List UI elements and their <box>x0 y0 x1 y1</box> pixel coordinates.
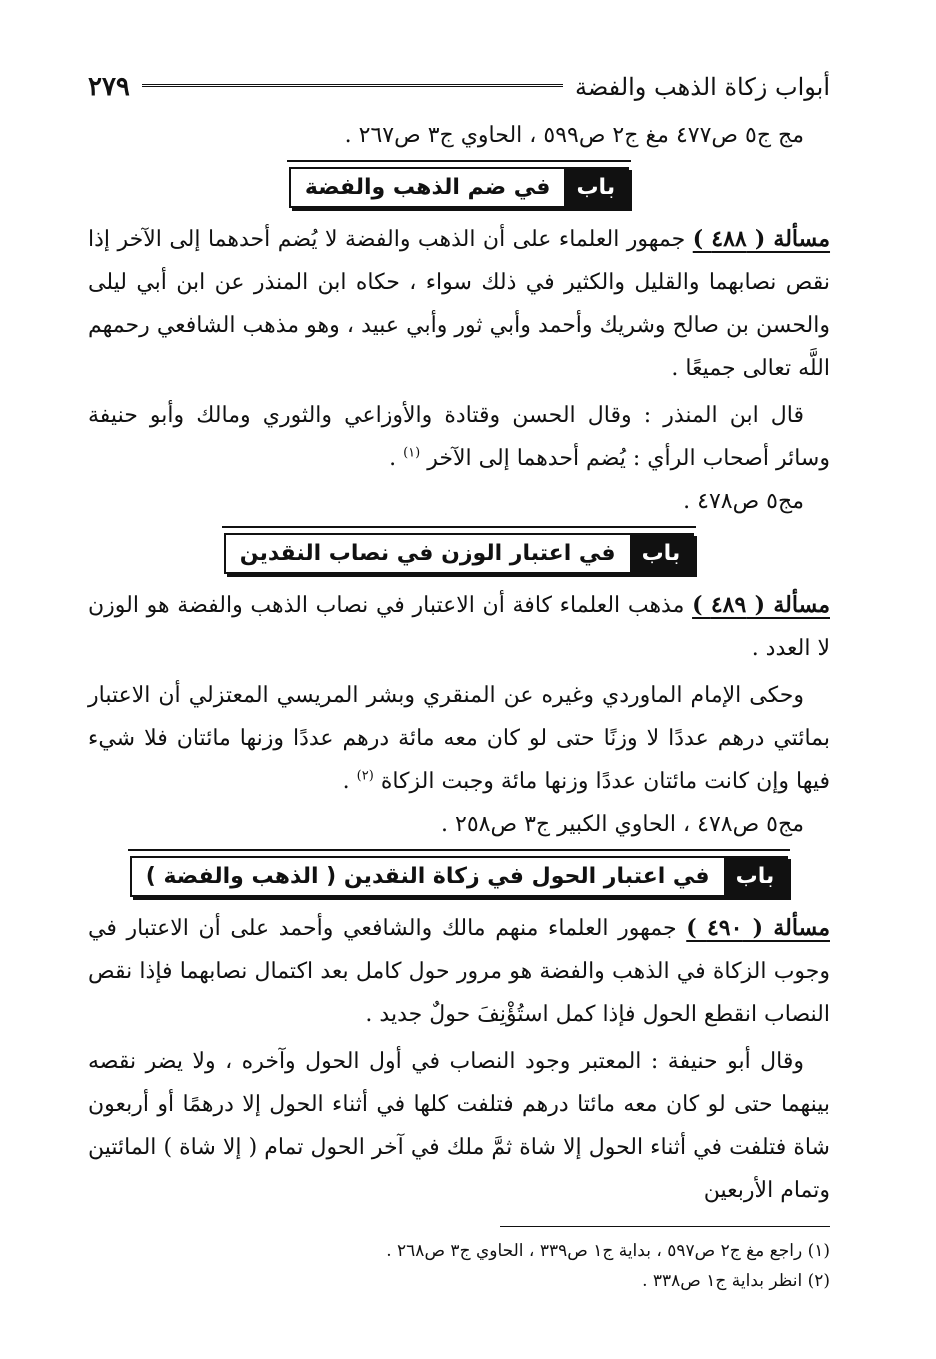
masala-number: مسألة ( ٤٩٠ ) <box>686 915 830 941</box>
paragraph-end: . <box>389 446 404 471</box>
footnote-marker: (١) <box>403 445 421 461</box>
heading-title: في اعتبار الوزن في نصاب النقدين <box>239 541 616 566</box>
page-body <box>88 114 830 1212</box>
section-heading <box>88 856 830 897</box>
bab-label: باب <box>630 535 693 572</box>
masala-paragraph <box>88 218 830 390</box>
masala-number: مسألة ( ٤٨٩ ) <box>692 592 830 618</box>
bab-label: باب <box>724 858 787 895</box>
body-paragraph <box>88 674 830 803</box>
heading-title: في اعتبار الحول في زكاة النقدين ( الذهب والفضة ) <box>145 864 710 889</box>
heading-box <box>130 856 788 897</box>
masala-paragraph <box>88 907 830 1036</box>
reference-line: مج٥ ص٤٧٨ . <box>683 489 804 514</box>
heading-box <box>289 167 629 208</box>
body-paragraph <box>88 394 830 480</box>
masala-text: جمهور العلماء منهم مالك والشافعي وأحمد على أن الاعتبار في وجوب الزكاة في الذهب والفضة هو مرور حول كامل بعد اكتمال نصابهما فإذا نقص النصاب انقطع الحول فإذا كمل استُؤْنِفَ حولٌ جديد . <box>88 916 830 1027</box>
footnote-1: (١) راجع مغ ج٢ ص٥٩٧ ، بداية ج١ ص٣٣٩ ، الحاوي ج٣ ص٢٦٨ . <box>386 1241 830 1261</box>
reference-line: مج٥ ص٤٧٨ ، الحاوي الكبير ج٣ ص٢٥٨ . <box>441 812 804 837</box>
masala-text: مذهب العلماء كافة أن الاعتبار في نصاب الذهب والفضة هو الوزن لا العدد . <box>88 593 830 661</box>
body-paragraph <box>88 1040 830 1212</box>
section-heading <box>88 533 830 574</box>
footnote-marker: (٢) <box>356 768 374 784</box>
reference-line: مج ج٥ ص٤٧٧ مغ ج٢ ص٥٩٩ ، الحاوي ج٣ ص٢٦٧ . <box>344 123 804 148</box>
heading-title: في ضم الذهب والفضة <box>304 175 551 200</box>
running-header-title: أبواب زكاة الذهب والفضة <box>575 73 830 101</box>
footnotes <box>88 1236 830 1296</box>
masala-number: مسألة ( ٤٨٨ ) <box>692 226 831 252</box>
running-header <box>88 70 830 104</box>
heading-box <box>224 533 694 574</box>
bab-label: باب <box>564 169 627 206</box>
header-double-rule <box>142 84 563 91</box>
masala-paragraph <box>88 584 830 670</box>
page-number: ٢٧٩ <box>88 72 130 102</box>
paragraph-text: قال ابن المنذر : وقال الحسن وقتادة والأوزاعي والثوري ومالك وأبو حنيفة وسائر أصحاب الرأي : يُضم أحدهما إلى الآخر <box>88 403 830 471</box>
footnote-2: (٢) انظر بداية ج١ ص٣٣٨ . <box>642 1271 830 1291</box>
paragraph-end: . <box>342 769 357 794</box>
section-heading <box>88 167 830 208</box>
paragraph-text: وحكى الإمام الماوردي وغيره عن المنقري وبشر المريسي المعتزلي أن الاعتبار بمائتي درهم عددًا لا وزنًا حتى لو كان معه مائة درهم عددًا وزنها مائتان فلا شيء فيها وإن كانت مائتان عددًا وزنها مائة وجبت الزكاة <box>88 683 830 794</box>
footnote-separator <box>500 1226 830 1227</box>
masala-text: جمهور العلماء على أن الذهب والفضة لا يُضم أحدهما إلى الآخر إذا نقص نصابهما والقليل والكثير في ذلك سواء ، حكاه ابن المنذر عن ابن أبي ليلى والحسن بن صالح وشريك وأحمد وأبي ثور وأبي عبيد ، وهو مذهب الشافعي رحمهم اللَّه تعالى جميعًا . <box>88 227 830 381</box>
paragraph-text: وقال أبو حنيفة : المعتبر وجود النصاب في أول الحول وآخره ، ولا يضر نقصه بينهما حتى لو كان معه مائتا درهم فتلفت كلها في أثناء الحول إلا درهمًا أو أربعون شاة فتلفت في أثناء الحول إلا شاة ثمَّ ملك في آخر الحول تمام ( إلا شاة ) المائتين وتمام الأربعين <box>88 1049 830 1203</box>
